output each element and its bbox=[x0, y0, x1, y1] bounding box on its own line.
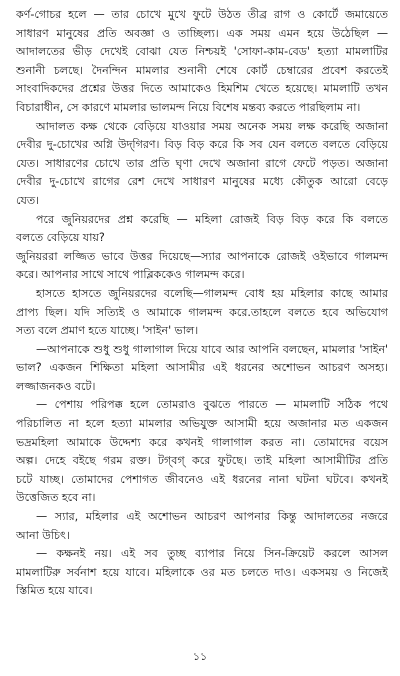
paragraph bbox=[16, 285, 388, 341]
text-line: দেবীর দু-চোখের অগ্নি উদ্‌গিরণ। বিড় বিড় করে কি সব যেন বলতে বলতে বেড়িয়ে bbox=[16, 138, 388, 152]
paragraph bbox=[16, 508, 388, 545]
text-line: জুনিয়ররা লজ্জিত ভাবে উত্তর দিয়েছে—স্যার আপনাকে রোজই ওইভাবে গালমন্দ bbox=[16, 249, 388, 263]
text-line: সাংবাদিকদের প্রশ্নের উত্তর দিতে আমাকেও হিমশিম খেতে হয়েছে। মামলাটি তখন bbox=[16, 82, 388, 96]
text-line: — কক্ষনই নয়। এই সব তুচ্ছ ব্যাপার নিয়ে সিন-ক্রিয়েট করলে আসল bbox=[36, 547, 388, 561]
book-page-body bbox=[16, 6, 388, 601]
text-line: অল্প। দেহে বইছে গরম রক্ত। টগ্‌বগ্‌ করে ফুটছে। তাই মহিলা আসামীটির প্রতি bbox=[16, 454, 388, 468]
text-line: — পেশায় পরিপক্ক হলে তোমরাও বুঝতে পারতে — মামলাটি সঠিক পথে bbox=[36, 398, 388, 412]
text-line: কর্ণ-গোচর হলে — তার চোখে মুখে ফুটে উঠত তীব্র রাগ ও কোর্টে জমায়েতে bbox=[16, 8, 388, 21]
text-line: আনা উচিৎ। bbox=[16, 528, 70, 542]
paragraph bbox=[16, 211, 388, 248]
paragraph bbox=[16, 6, 388, 118]
text-line: ভাল? একজন শিক্ষিতা মহিলা আসামীর এই ধরনের অশোভন আচরণ অসহ্য। bbox=[16, 361, 388, 375]
text-line: করে। আপনার সাথে সাথে পাব্লিককেও গালমন্দ করে। bbox=[16, 268, 245, 282]
text-line: হাসতে হাসতে জুনিয়রদের বলেছি—গালমন্দ বোধ হয় মহিলার কাছে আমার bbox=[36, 286, 388, 300]
text-line: শুনানী চলছে। দৈনন্দিন মামলার শুনানী শেষে কোর্ট চেম্বারের প্রবেশ করতেই bbox=[16, 63, 388, 77]
text-line: পরে জুনিয়রদের প্রশ্ন করেছি — মহিলা রোজই বিড় বিড় করে কি বলতে bbox=[36, 212, 388, 226]
text-line: বিচারাধীন, সে কারণে মামলার ভালমন্দ নিয়ে বিশেষ মন্তব্য করতে পারছিলাম না। bbox=[16, 100, 361, 114]
text-line: —আপনাকে শুধু শুধু গালাগাল দিয়ে যাবে আর আপনি বলছেন, মামলার 'সাইন' bbox=[36, 342, 388, 356]
paragraph bbox=[16, 118, 388, 211]
text-line: আদালতের ভীড় দেখেই বোঝা যেত নিশ্চয়ই 'সোফা-কাম-বেড' হত্যা মামলাটির bbox=[16, 45, 388, 59]
text-line: চটে যাচ্ছ। তোমাদের পেশাগত জীবনেও এই ধরনের নানা ঘটনা ঘটবে। কখনই bbox=[16, 472, 388, 486]
text-line: প্রাপ্য ছিল। যদি সত্যিই ও আমাকে গালমন্দ করে.তাহলে বলতে হবে অভিযোগ bbox=[16, 305, 388, 319]
text-line: যেত। bbox=[16, 193, 40, 207]
page-number: ১১ bbox=[192, 650, 208, 663]
text-line: মামলাটিরু সর্বনাশ হয়ে যাবে। মহিলাকে ওর মত চলতে দাও। একসময় ও নিজেই bbox=[16, 565, 388, 579]
text-line: আদালত কক্ষ থেকে বেড়িয়ে যাওয়ার সময় অনেক সময় লক্ষ করেছি অজানা bbox=[36, 119, 388, 133]
text-line: যেত। সাধারণের চোখে তার প্রতি ঘৃণা দেখে অজানা রাগে ফেটে পড়ত। অজানা bbox=[16, 156, 388, 170]
text-line: বলতে বেড়িয়ে যায়? bbox=[16, 231, 105, 245]
text-line: সাধারণ মানুষের প্রতি অবজ্ঞা ও তাচ্ছিল্য। এক সময় এমন হয়ে উঠেছিল — bbox=[16, 26, 388, 40]
text-line: উত্তেজিত হবে না। bbox=[16, 491, 96, 505]
text-line: লজ্জাজনকও বটে। bbox=[16, 379, 96, 393]
text-line: ভদ্রমহিলা আমাকে উদ্দেশ্য করে কখনই গালাগাল করত না। তোমাদের বয়েস bbox=[16, 435, 388, 449]
text-line: সত্য বলে প্রমাণ হতে যাচ্ছে। 'সাইন' ভাল। bbox=[16, 324, 199, 338]
text-line: স্তিমিত হয়ে যাবে। bbox=[16, 584, 93, 598]
text-line: পরিচালিত না হলে হত্যা মামলার অভিযুক্ত আসামী হয়ে অজানার মত একজন bbox=[16, 417, 388, 431]
text-line: দেবীর দু-চোখে রাগের রেশ দেখে সাধারণ মানুষের মধ্যে কৌতুক আরো বেড়ে bbox=[16, 175, 388, 189]
paragraph bbox=[16, 396, 388, 508]
paragraph bbox=[16, 341, 388, 397]
paragraph bbox=[16, 248, 388, 285]
paragraph bbox=[16, 545, 388, 601]
text-line: — স্যার, মহিলার এই অশোভন আচরণ আপনার কিন্তু আদালতের নজরে bbox=[36, 510, 388, 524]
